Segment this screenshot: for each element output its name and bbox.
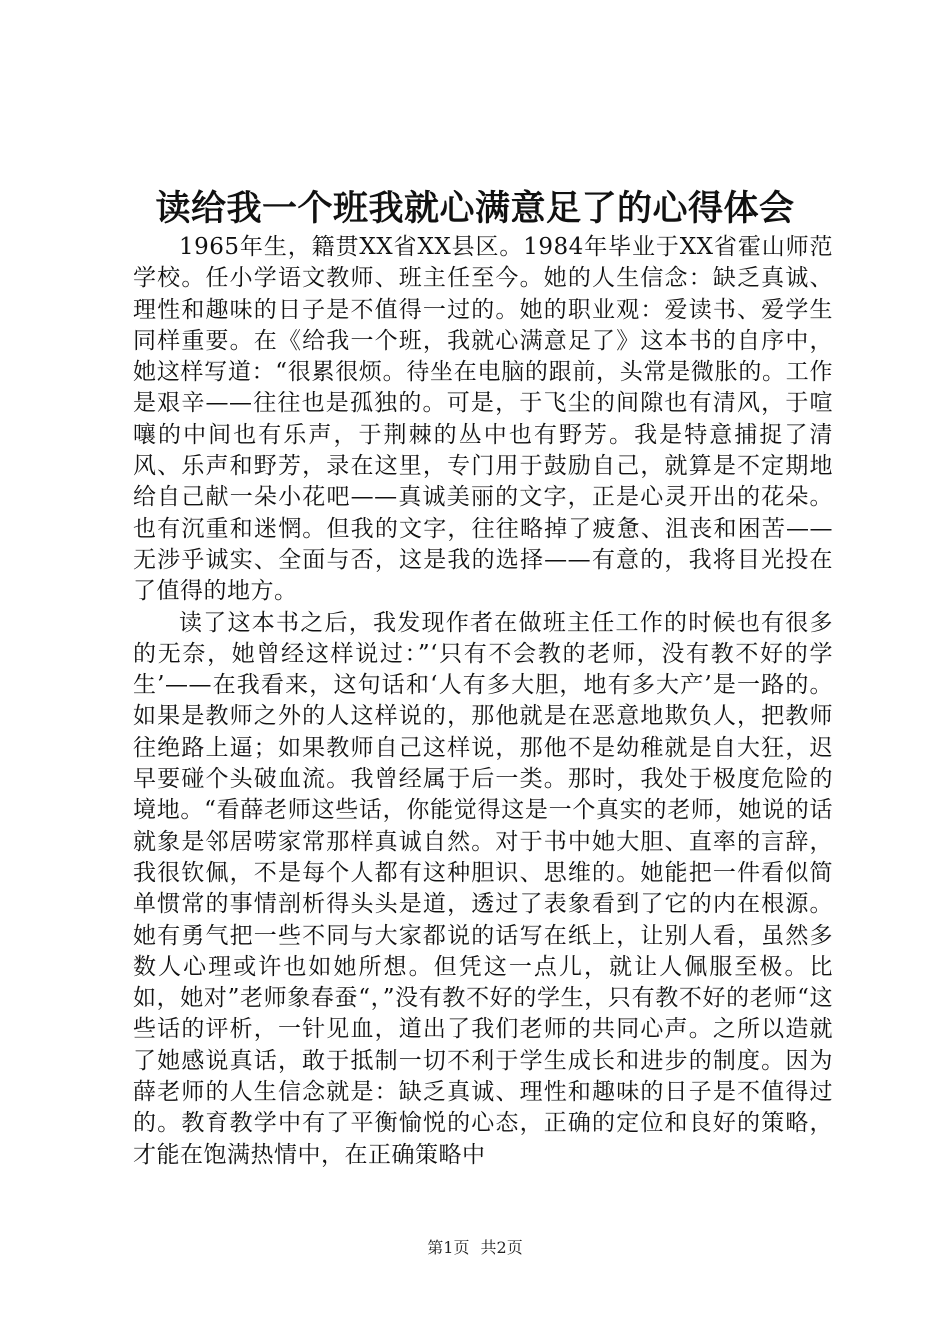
page-total: 共2页 [480, 1238, 523, 1257]
paragraph-1: 1965年生，籍贯XX省XX县区。1984年毕业于XX省霍山师范学校。任小学语文教师、班主任至今。她的人生信念：缺乏真诚、理性和趣味的日子是不值得一过的。她的职业观：爱读书、爱学生同样重要。在《给我一个班，我就心满意足了》这本书的自序中，她这样写道：“很累很烦。待坐在电脑的跟前，头常是微胀的。工作是艰辛——往往也是孤独的。可是，于飞尘的间隙也有清风，于喧嚷的中间也有乐声，于荆棘的丛中也有野芳。我是特意捕捉了清风、乐声和野芳，录在这里，专门用于鼓励自己，就算是不定期地给自己献一朵小花吧——真诚美丽的文字，正是心灵开出的花朵。也有沉重和迷惘。但我的文字，往往略掉了疲惫、沮丧和困苦——无涉乎诚实、全面与否，这是我的选择——有意的，我将目光投在了值得的地方。 [133, 234, 833, 605]
document-title: 读给我一个班我就心满意足了的心得体会 [155, 188, 795, 229]
page-footer [0, 1236, 950, 1260]
page-number: 第1页 [427, 1238, 470, 1257]
document-body [133, 232, 833, 1171]
paragraph-2: 读了这本书之后，我发现作者在做班主任工作的时候也有很多的无奈，她曾经这样说过：”‘只有不会教的老师，没有教不好的学生’——在我看来，这句话和‘人有多大胆，地有多大产’是一路的。如果是教师之外的人这样说的，那他就是在恶意地欺负人，把教师往绝路上逼；如果教师自己这样说，那他不是幼稚就是自大狂，迟早要碰个头破血流。我曾经属于后一类。那时，我处于极度危险的境地。“看薛老师这些话，你能觉得这是一个真实的老师，她说的话就象是邻居唠家常那样真诚自然。对于书中她大胆、直率的言辞，我很钦佩，不是每个人都有这种胆识、思维的。她能把一件看似简单惯常的事情剖析得头头是道，透过了表象看到了它的内在根源。她有勇气把一些不同与大家都说的话写在纸上，让别人看，虽然多数人心理或许也如她所想。但凭这一点儿，就让人佩服至极。比如，她对”老师象春蚕“，”没有教不好的学生，只有教不好的老师“这些话的评析，一针见血，道出了我们老师的共同心声。之所以造就了她感说真话，敢于抵制一切不利于学生成长和进步的制度。因为薛老师的人生信念就是：缺乏真诚、理性和趣味的日子是不值得过的。教育教学中有了平衡愉悦的心态，正确的定位和良好的策略，才能在饱满热情中，在正确策略中 [133, 609, 833, 1168]
